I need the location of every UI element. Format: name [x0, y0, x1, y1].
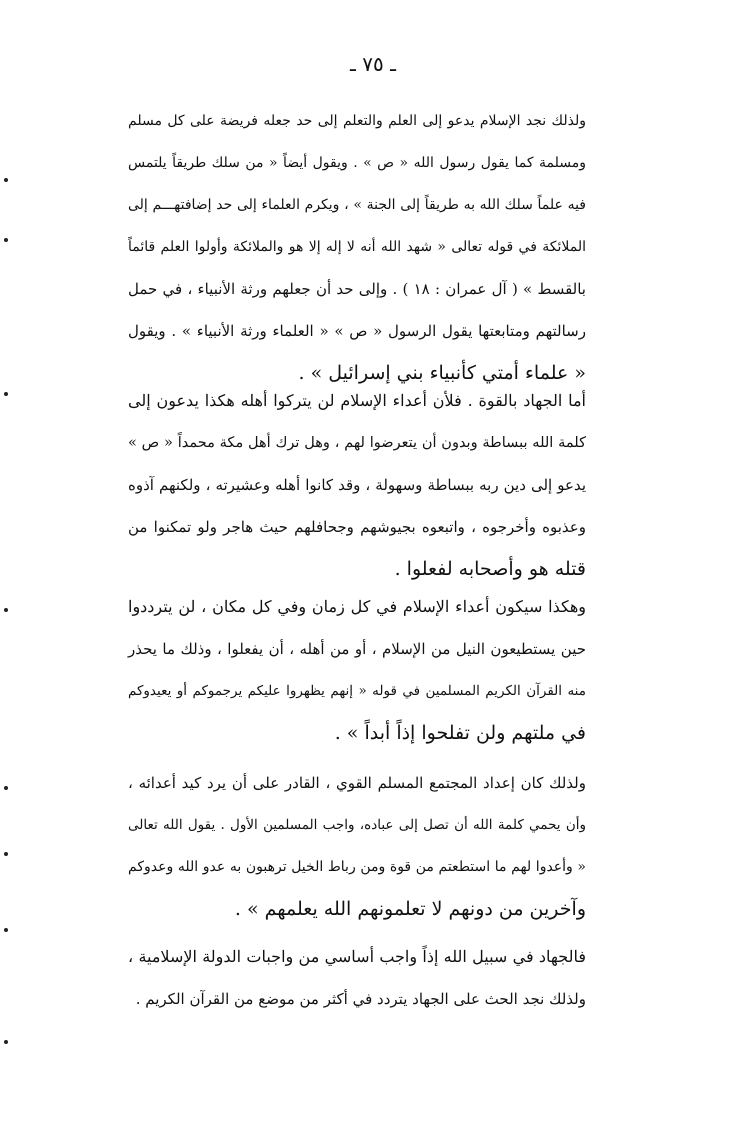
paragraph-4: [128, 762, 586, 930]
paragraph-line: ولذلك نجد الإسلام يدعو إلى العلم والتعلم إلى حد جعله فريضة على كل مسلم: [128, 113, 586, 129]
paragraph-line: حين يستطيعون النيل من الإسلام ، أو من أهله ، أن يفعلوا ، وذلك ما يحذر: [128, 640, 586, 658]
margin-speck: [4, 1040, 8, 1044]
paragraph-line: فالجهاد في سبيل الله إذاً واجب أساسي من واجبات الدولة الإسلامية ،: [128, 947, 586, 966]
paragraph-line: كلمة الله ببساطة وبدون أن يتعرضوا لهم ، وهل ترك أهل مكة محمداً « ص »: [128, 435, 586, 451]
paragraph-line: منه القرآن الكريم المسلمين في قوله « إنهم يظهروا عليكم يرجموكم أو يعيدوكم: [128, 683, 586, 699]
margin-speck: [4, 178, 8, 182]
margin-speck: [4, 786, 8, 790]
paragraph-line: فيه علماً سلك الله به طريقاً إلى الجنة » ، ويكرم العلماء إلى حد إضافتهـــم إلى: [128, 197, 586, 213]
paragraph-line: يدعو إلى دين ربه ببساطة وسهولة ، وقد كانوا أهله وعشيرته ، ولكنهم آذوه: [128, 476, 586, 494]
paragraph-line: بالقسط » ( آل عمران : ١٨ ) . وإلى حد أن جعلهم ورثة الأنبياء ، في حمل: [128, 280, 586, 298]
paragraph-line: وأن يحمي كلمة الله أن تصل إلى عباده، واجب المسلمين الأول . يقول الله تعالى: [128, 817, 586, 833]
margin-speck: [4, 238, 8, 242]
paragraph-line: أما الجهاد بالقوة . فلأن أعداء الإسلام لن يتركوا أهله هكذا يدعون إلى: [128, 391, 586, 410]
margin-speck: [4, 852, 8, 856]
paragraph-line: ولذلك نجد الحث على الجهاد يتردد في أكثر من موضع من القرآن الكريم .: [135, 990, 586, 1008]
paragraph-line: « علماء أمتي كأنبياء بني إسرائيل » .: [298, 362, 586, 384]
paragraph-line: وآخرين من دونهم لا تعلمونهم الله يعلمهم » .: [234, 898, 586, 920]
margin-speck: [4, 928, 8, 932]
paragraph-line: رسالتهم ومتابعتها يقول الرسول « ص » « العلماء ورثة الأنبياء » . ويقول: [128, 322, 586, 340]
paragraph-2: [128, 380, 586, 590]
paragraph-line: قتله هو وأصحابه لفعلوا .: [394, 558, 586, 580]
margin-speck: [4, 392, 8, 396]
paragraph-5: [128, 936, 586, 1020]
paragraph-line: الملائكة في قوله تعالى « شهد الله أنه لا إله إلا هو والملائكة وأولوا العلم قائماً: [128, 239, 586, 255]
paragraph-line: ولذلك كان إعداد المجتمع المسلم القوي ، القادر على أن يرد كيد أعدائه ،: [128, 774, 586, 792]
paragraph-line: وعذبوه وأخرجوه ، واتبعوه بجيوشهم وجحافلهم حيث هاجر ولو تمكنوا من: [128, 518, 586, 536]
page-number: ـ ٧٥ ـ: [350, 52, 396, 76]
paragraph-3: [128, 586, 586, 754]
paragraph-1: [128, 100, 586, 394]
paragraph-line: ومسلمة كما يقول رسول الله « ص » . ويقول أيضاً « من سلك طريقاً يلتمس: [128, 155, 586, 171]
margin-speck: [4, 608, 8, 612]
paragraph-line: « وأعدوا لهم ما استطعتم من قوة ومن رباط الخيل ترهبون به عدو الله وعدوكم: [128, 859, 586, 875]
paragraph-line: وهكذا سيكون أعداء الإسلام في كل زمان وفي كل مكان ، لن يترددوا: [128, 597, 586, 616]
paragraph-line: في ملتهم ولن تفلحوا إذاً أبداً » .: [334, 722, 586, 744]
